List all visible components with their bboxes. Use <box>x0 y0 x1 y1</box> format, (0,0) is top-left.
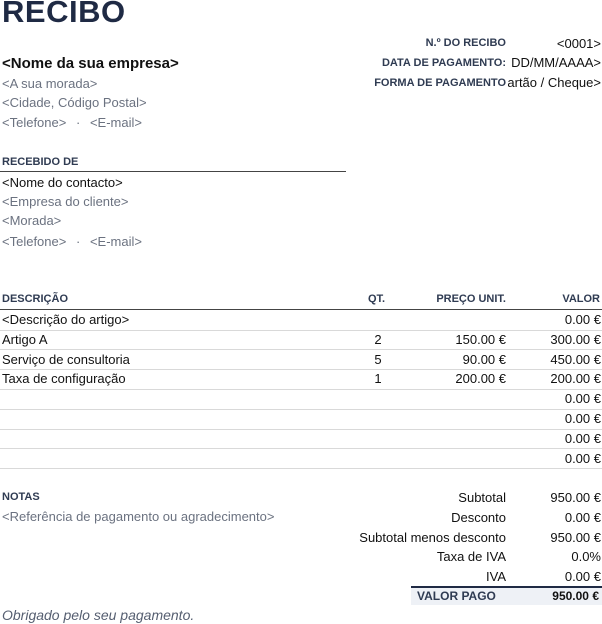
item-description: Artigo A <box>2 331 48 347</box>
payment-date-value: DD/MM/AAAA> <box>511 55 601 70</box>
item-qty: 1 <box>374 371 382 387</box>
company-phone: <Telefone> <box>2 115 67 130</box>
company-name: <Nome da sua empresa> <box>2 55 179 72</box>
receipt-number-label: N.º DO RECIBO <box>425 37 506 49</box>
client-phone: <Telefone> <box>2 234 67 249</box>
receipt-number-value: <0001> <box>556 36 601 51</box>
item-amount: 0.00 € <box>564 411 601 426</box>
column-header-unit-price: PREÇO UNIT. <box>436 293 506 305</box>
item-description: Taxa de configuração <box>2 371 126 387</box>
document-title: RECIBO <box>2 0 126 29</box>
amount-paid-value: 950.00 € <box>552 589 599 603</box>
item-unit-price: 150.00 € <box>455 331 506 347</box>
row-divider <box>0 468 602 469</box>
client-email: <E-mail> <box>89 234 142 249</box>
amount-paid-label: VALOR PAGO <box>417 589 496 603</box>
payment-date-label: DATA DE PAGAMENTO: <box>381 57 506 69</box>
payment-method-value: artão / Cheque> <box>507 75 601 90</box>
client-contact-line <box>2 234 142 249</box>
client-company: <Empresa do cliente> <box>2 194 129 209</box>
client-separator: · <box>75 234 81 249</box>
thank-you-message: Obrigado pelo seu pagamento. <box>2 607 195 623</box>
tax-rate-value: 0.0% <box>571 549 601 564</box>
discount-value: 0.00 € <box>564 510 601 525</box>
row-divider <box>0 429 602 430</box>
item-description: <Descrição do artigo> <box>2 312 130 327</box>
row-divider <box>0 448 602 449</box>
item-description: Serviço de consultoria <box>2 351 130 367</box>
company-separator: · <box>75 115 81 130</box>
item-qty: 2 <box>374 331 382 347</box>
subtotal-label: Subtotal <box>458 490 506 505</box>
column-header-amount: VALOR <box>562 293 600 305</box>
item-qty: 5 <box>374 351 382 367</box>
item-unit-price: 200.00 € <box>455 371 506 387</box>
payment-method-label: FORMA DE PAGAMENTO <box>374 77 506 89</box>
contact-name: <Nome do contacto> <box>2 175 123 190</box>
row-divider <box>0 330 602 331</box>
item-unit-price: 90.00 € <box>462 351 506 367</box>
tax-label: IVA <box>486 569 506 584</box>
client-address: <Morada> <box>2 213 62 228</box>
item-amount: 200.00 € <box>550 371 601 387</box>
notes-text: <Referência de pagamento ou agradecimento> <box>2 509 275 524</box>
subtotal-less-discount-label: Subtotal menos desconto <box>359 530 506 545</box>
notes-heading: NOTAS <box>2 491 40 503</box>
company-email: <E-mail> <box>89 115 142 130</box>
item-amount: 300.00 € <box>550 331 601 347</box>
item-amount: 0.00 € <box>564 312 601 327</box>
received-from-heading: RECEBIDO DE <box>2 156 79 168</box>
item-amount: 0.00 € <box>564 450 601 466</box>
tax-value: 0.00 € <box>564 569 601 584</box>
column-header-description: DESCRIÇÃO <box>2 293 69 305</box>
company-contact-line <box>2 115 142 130</box>
row-divider <box>0 369 602 370</box>
row-divider <box>0 349 602 350</box>
subtotal-less-discount-value: 950.00 € <box>550 530 601 545</box>
discount-label: Desconto <box>451 510 506 525</box>
item-amount: 0.00 € <box>564 430 601 446</box>
tax-rate-label: Taxa de IVA <box>436 549 506 564</box>
subtotal-value: 950.00 € <box>550 490 601 505</box>
column-header-qty: QT. <box>368 293 386 305</box>
table-header-rule <box>0 309 602 310</box>
company-address: <A sua morada> <box>2 76 98 91</box>
received-from-rule <box>0 171 346 172</box>
item-amount: 450.00 € <box>550 351 601 367</box>
item-amount: 0.00 € <box>564 391 601 407</box>
company-city-zip: <Cidade, Código Postal> <box>2 95 147 110</box>
row-divider <box>0 409 602 410</box>
row-divider <box>0 389 602 390</box>
